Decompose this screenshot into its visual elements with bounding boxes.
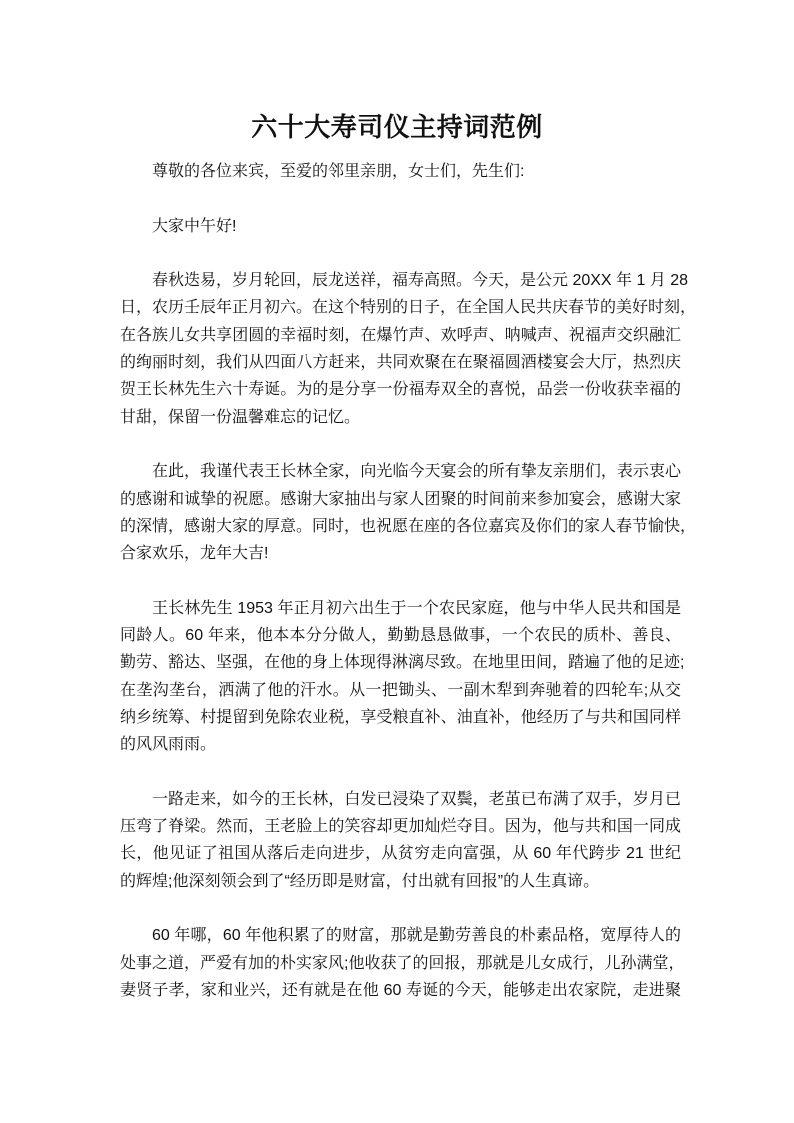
paragraph-line: 处事之道，严爱有加的朴实家风;他收获了的回报，那就是儿女成行，儿孙满堂， (120, 954, 685, 972)
paragraph-line: 纳乡统筹、村提留到免除农业税，享受粮直补、油直补，他经历了与共和国同样 (120, 708, 681, 726)
salutation-paragraph (120, 158, 681, 185)
paragraph-line: 在垄沟垄台，洒满了他的汗水。从一把锄头、一副木犁到奔驰着的四轮车;从交 (120, 681, 681, 699)
body-paragraph (120, 458, 697, 567)
body-paragraph (120, 922, 685, 1004)
paragraph-line: 春秋迭易，岁月轮回，辰龙送祥，福寿高照。今天，是公元 20XX 年 1 月 28 (152, 272, 689, 290)
document-title: 六十大寿司仪主持词范例 (251, 112, 543, 142)
body-paragraph (120, 267, 697, 431)
greeting: 大家中午好! (152, 217, 237, 235)
paragraph-line: 甘甜，保留一份温馨难忘的记忆。 (120, 408, 361, 426)
paragraph-line: 合家欢乐，龙年大吉! (120, 545, 269, 563)
paragraph-line: 压弯了脊梁。然而，王老脸上的笑容却更加灿烂夺目。因为，他与共和国一同成 (120, 818, 681, 836)
paragraph-line: 长，他见证了祖国从落后走向进步，从贫穷走向富强，从 60 年代跨步 21 世纪 (120, 845, 681, 863)
paragraph-line: 的感谢和诚挚的祝愿。感谢大家抽出与家人团聚的时间前来参加宴会，感谢大家 (120, 490, 681, 508)
document-body (120, 158, 697, 1032)
paragraph-line: 60 年哪，60 年他积累了的财富，那就是勤劳善良的朴素品格，宽厚待人的 (152, 927, 681, 945)
paragraph-line: 一路走来，如今的王长林，白发已浸染了双鬓，老茧已布满了双手，岁月已 (152, 790, 681, 808)
salutation: 尊敬的各位来宾，至爱的邻里亲朋，女士们，先生们: (152, 163, 525, 180)
paragraph-line: 日，农历壬辰年正月初六。在这个特别的日子，在全国人民共庆春节的美好时刻， (120, 299, 697, 317)
paragraph-line: 贺王长林先生六十寿诞。为的是分享一份福寿双全的喜悦，品尝一份收获幸福的 (120, 381, 681, 399)
paragraph-line: 在各族儿女共享团圆的幸福时刻，在爆竹声、欢呼声、呐喊声、祝福声交织融汇 (120, 326, 681, 344)
paragraph-line: 同龄人。60 年来，他本本分分做人，勤勤恳恳做事，一个农民的质朴、善良、 (120, 627, 681, 645)
paragraph-line: 王长林先生 1953 年正月初六出生于一个农民家庭，他与中华人民共和国是 (152, 599, 681, 617)
paragraph-line: 妻贤子孝，家和业兴，还有就是在他 60 寿诞的今天，能够走出农家院，走进聚 (120, 981, 681, 999)
paragraph-line: 在此，我谨代表王长林全家，向光临今天宴会的所有挚友亲朋们，表示衷心 (152, 463, 681, 481)
body-paragraph (120, 595, 685, 759)
paragraph-line: 的辉煌;他深刻领会到了“经历即是财富，付出就有回报”的人生真谛。 (120, 872, 600, 890)
paragraph-line: 勤劳、豁达、坚强，在他的身上体现得淋漓尽致。在地里田间，踏遍了他的足迹; (120, 654, 685, 672)
paragraph-line: 的深情，感谢大家的厚意。同时，也祝愿在座的各位嘉宾及你们的家人春节愉快， (120, 517, 697, 535)
paragraph-line: 的风风雨雨。 (120, 736, 217, 754)
paragraph-line: 的绚丽时刻，我们从四面八方赶来，共同欢聚在在聚福圆酒楼宴会大厅，热烈庆 (120, 354, 681, 372)
body-paragraph (120, 786, 681, 895)
greeting-paragraph (120, 213, 681, 240)
